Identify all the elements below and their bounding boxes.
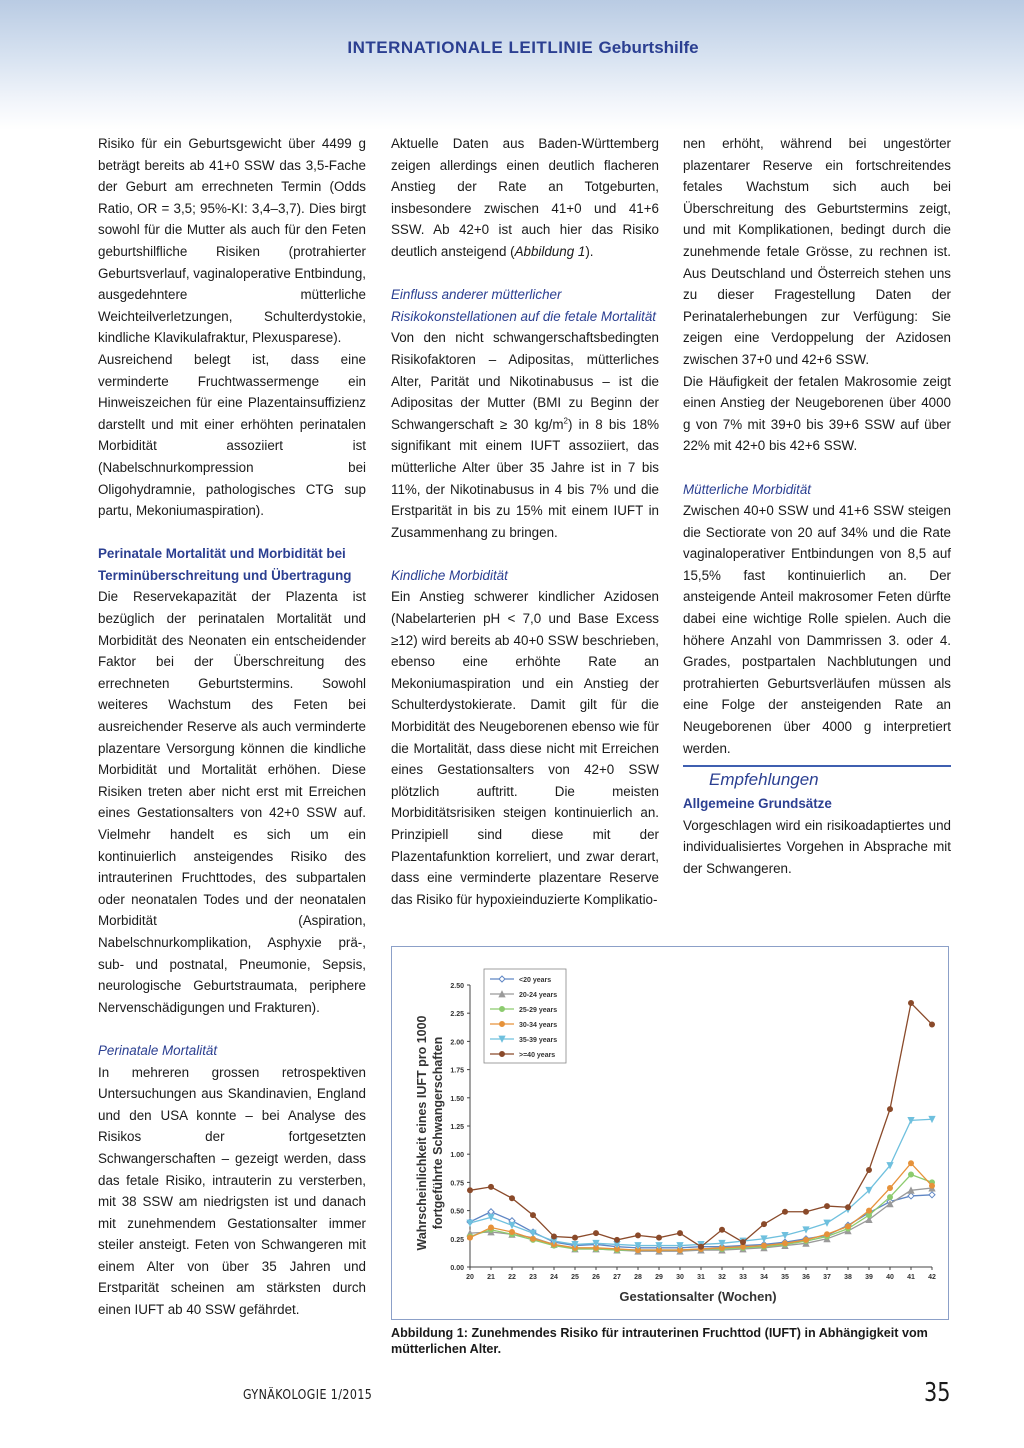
data-point [803,1209,808,1214]
y-tick-label: 1.25 [450,1124,464,1131]
x-tick-label: 23 [529,1274,537,1281]
data-point [803,1237,808,1242]
y-tick-label: 0.00 [450,1265,464,1272]
paragraph: Von den nicht schwangerschaftsbedingten Risikofaktoren – Adipositas, mütterliches Alter, Parität und Nikotinabusus – ist die Adipositas der Mutter (BMI zu Beginn der Schwangerschaft ≥ 30 $kg/m^2$) in 8 bis 18% signifikant mit einem IUFT assoziiert, das mütterliche Alter über 35 Jahre ist in 7 bis 11%, der Nikotinabusus in 4 bis 7% und die Erstparität in bis zu 15% mit einem IUFT in Zusammenhang zu bringen. [391,330,659,540]
x-tick-label: 34 [760,1274,768,1281]
y-tick-label: 2.50 [450,983,464,990]
data-point [635,1233,640,1238]
x-tick-label: 42 [928,1274,936,1281]
paragraph: Vorgeschlagen wird ein risikoadaptiertes und individualisiertes Vorgehen in Absprache mit der Schwangeren. [683,817,951,876]
x-tick-label: 28 [634,1274,642,1281]
running-head [0,38,1024,58]
series-5 [467,1116,935,1248]
x-tick-label: 20 [466,1274,474,1281]
figure-1 [391,946,949,1320]
series-line [470,1163,932,1250]
data-point [908,1172,913,1177]
header-band [0,0,1024,130]
paragraph: Aktuelle Daten aus Baden-Württemberg zeigen allerdings einen deutlich flacheren Anstieg der Rate an Totgeburten, insbesondere zwischen 41+0 und 41+6 SSW. Ab 42+0 ist auch hier das Risiko deutlich ansteigend (Abbildung 1). [391,136,659,259]
x-tick-label: 35 [781,1274,789,1281]
section-title-empfehlungen: Empfehlungen [709,770,819,790]
subsection-heading: Kindliche Morbidität [391,567,508,583]
running-head-title: INTERNATIONALE LEITLINIE [347,38,594,57]
data-point [845,1205,850,1210]
section-heading: Allgemeine Grundsätze [683,796,832,812]
data-point [488,1225,493,1230]
x-tick-label: 41 [907,1274,915,1281]
x-tick-label: 21 [487,1274,495,1281]
series-line [470,1175,932,1251]
data-point [467,1235,472,1240]
x-tick-label: 25 [571,1274,579,1281]
paragraph: Die Häufigkeit der fetalen Makrosomie zeigt einen Anstieg der Neugeborenen über 4000 g von 7% mit 39+0 bis 39+6 SSW auf über 22% mit 42+0 bis 42+6 SSW. [683,373,951,454]
y-tick-label: 0.50 [450,1208,464,1216]
y-tick-label: 2.00 [450,1039,464,1047]
data-point [866,1208,871,1213]
data-point [866,1167,871,1172]
y-tick-label: 0.25 [450,1236,464,1244]
subsection-heading: Mütterliche Morbidität [683,481,812,497]
paragraph: Risiko für ein Geburtsgewicht über 4499 g beträgt bereits ab 41+0 SSW das 3,5-Fache der Geburt am errechneten Termin (Odds Ratio, OR = 3,5; 95%-KI: 3,4–3,7). Dies birgt sowohl für die Mutter als auch für den Feten geburtshilfliche Risiken (protrahierter Geburtsverlauf, vaginaloperative Entbindung, ausgedehntere mütterliche Weichteilverletzungen, Schulterdystokie, kindliche Klavikulafraktur, Plexusparese). [98,136,366,346]
data-point [782,1241,787,1246]
subsection-heading: Perinatale Mortalität [98,1042,218,1058]
x-tick-label: 29 [655,1274,663,1281]
data-point [614,1237,619,1242]
data-point [824,1232,829,1237]
data-point [908,1000,913,1005]
y-tick-label: 1.75 [450,1067,464,1075]
x-tick-label: 38 [844,1274,852,1281]
subsection-heading: Einfluss anderer mütterlicher Risikokonstellationen auf die fetale Mortalität [391,287,656,324]
figure-caption: Abbildung 1: Zunehmendes Risiko für intrauterinen Fruchttod (IUFT) in Abhängigkeit vom mütterlichen Alter. [391,1326,928,1356]
x-tick-label: 40 [886,1274,894,1281]
data-point [929,1183,934,1188]
x-tick-label: 37 [823,1274,831,1281]
data-point [908,1161,913,1166]
running-head-subtitle: Geburtshilfe [598,38,699,57]
paragraph: nen erhöht, während bei ungestörter plazentarer Reserve ein fortschreitendes fetales Wachstum sich auch bei Überschreitung des Geburtstermins zeigt, und mit Komplikationen, bedingt durch die zunehmende fetale Grösse, zu rechnen ist. Aus Deutschland und Österreich stehen uns zu dieser Fragestellung Daten der Perinatalerhebungen zur Verfügung: Sie zeigen eine Verdoppelung der Azidosen zwischen 37+0 und 42+6 SSW. [683,136,951,367]
data-point [499,1021,504,1026]
data-point [719,1227,724,1232]
column-1 [98,133,366,1321]
legend-label: >=40 years [519,1052,556,1059]
x-tick-label: 22 [508,1274,516,1281]
y-axis-label: Wahrscheinlichkeit eines IUFT pro 1000 [415,1015,429,1251]
paragraph: Die Reservekapazität der Plazenta ist bezüglich der perinatalen Mortalität und Morbidität des Neonaten ein entscheidender Faktor bei der Überschreitung des errechneten Geburtstermins. Sowohl weiteres Wachstum des Feten bei ausreichender Reserve als auch verminderte plazentare Versorgung können die kindliche Morbidität und Mortalität erhöhen. Diese Risiken treten aber nicht erst mit Erreichen eines Gestationsalters von 42+0 SSW auf. Vielmehr handelt es sich um ein kontinuierlich ansteigendes Risiko des intrauterinen Fruchttodes, des subpartalen oder neonatalen Todes und der neonatalen Morbidität (Aspiration, Nabelschnurkomplikation, Asphyxie prä-, sub- und postnatal, Pneumonie, Sepsis, neurologische Geburtstraumata, periphere Nervenschädigungen und Frakturen). [98,589,366,1015]
legend-label: 25-29 years [519,1007,558,1014]
data-point [499,1006,504,1011]
data-point [551,1234,556,1239]
x-axis-label: Gestationsalter (Wochen) [619,1289,777,1304]
x-tick-label: 39 [865,1274,873,1281]
y-axis-label-line-2: fortgeführte Schwangerschaften [431,1036,445,1230]
data-point [509,1222,515,1228]
y-tick-label: 2.25 [450,1011,464,1019]
x-tick-label: 24 [550,1274,558,1281]
paragraph: Ausreichend belegt ist, dass eine verminderte Fruchtwassermenge ein Hinweiszeichen für eine Plazentainsuffizienz darstellt und mit einer erhöhten perinatalen Morbidität assoziiert ist (Nabelschnurkompression bei Oligohydramnie, pathologisches CTG sup partu, Mekoniumaspiration). [98,351,366,519]
data-point [509,1196,514,1201]
x-tick-label: 32 [718,1274,726,1281]
data-point [499,1051,504,1056]
data-point [509,1229,514,1234]
page-number: 35 [924,1378,951,1408]
data-point [467,1188,472,1193]
data-point [593,1231,598,1236]
iuft-line-chart [392,947,948,1319]
legend-label: <20 years [519,977,552,984]
x-tick-label: 33 [739,1274,747,1281]
paragraph: Zwischen 40+0 SSW und 41+6 SSW steigen die Sectiorate von 20 auf 34% und die Rate vaginaloperativer Entbindungen von 8,5 auf 15,5% fast kontinuierlich an. Der ansteigende Anteil makrosomer Feten dürfte dabei eine wichtige Rolle spielen. Auch die höhere Anzahl von Dammrissen 3. oder 4. Grades, postpartalen Nachblutungen und protrahierten Geburtsverläufen müssen als eine Folge der ansteigenden Rate an Neugeborenen über 4000 g interpretiert werden. [683,503,951,756]
data-point [677,1231,682,1236]
data-point [887,1185,892,1190]
journal-footer: GYNÄKOLOGIE 1/2015 [243,1388,373,1403]
data-point [488,1184,493,1189]
legend-label: 35-39 years [519,1037,558,1044]
data-point [530,1213,535,1218]
figure-reference: Abbildung 1 [514,243,586,259]
y-tick-label: 0.75 [450,1180,464,1188]
data-point [656,1235,661,1240]
x-tick-label: 27 [613,1274,621,1281]
x-tick-label: 26 [592,1274,600,1281]
data-point [929,1192,935,1198]
data-point [908,1193,914,1199]
x-tick-label: 30 [676,1274,684,1281]
data-point [698,1244,703,1249]
legend-label: 20-24 years [519,992,558,999]
column-3 [683,133,951,880]
data-point [887,1194,892,1199]
paragraph: In mehreren grossen retrospektiven Untersuchungen aus Skandinavien, England und den USA konnte – bei Analyse des Risikos der fortgesetzten Schwangerschaften – gezeigt werden, dass das fetale Risiko, intrauterin zu versterben, mit 38 SSW am niedrigsten ist und danach mit zunehmendem Gestationsalter immer steiler ansteigt. Feten von Schwangeren mit einem Alter von über 35 Jahren und Erstparität scheinen am stärksten durch einen IUFT ab 40 SSW gefährdet. [98,1064,366,1318]
data-point [761,1222,766,1227]
data-point [845,1224,850,1229]
legend-label: 30-34 years [519,1022,558,1029]
column-2 [391,133,659,910]
x-tick-label: 31 [697,1274,705,1281]
data-point [824,1203,829,1208]
y-tick-label: 1.00 [450,1152,464,1160]
data-point [929,1022,934,1027]
paragraph: Ein Anstieg schwerer kindlicher Azidosen (Nabelarterien pH < 7,0 und Base Excess ≥12) wird bereits ab 40+0 SSW beschrieben, ebenso eine erhöhte Rate an Mekoniumaspiration und ein Anstieg der Schulterdystokierate. Damit gilt für die Morbidität des Neugeborenen ebenso wie für die Mortalität, dass diese nicht mit Erreichen eines Gestationsalters von 42+0 SSW plötzlich auftritt. Die meisten Morbiditätsrisiken steigen kontinuierlich an. Prinzipiell sind diese mit der Plazentafunktion korreliert, und zwar derart, dass eine verminderte plazentare Reserve das Risiko für hypoxieinduzierte Komplikatio- [391,589,659,907]
data-point [740,1240,745,1245]
y-tick-label: 1.50 [450,1095,464,1103]
x-tick-label: 36 [802,1274,810,1281]
data-point [782,1209,787,1214]
data-point [761,1243,766,1248]
section-heading: Perinatale Mortalität und Morbidität bei Terminüberschreitung und Übertragung [98,546,352,583]
data-point [887,1106,892,1111]
data-point [488,1209,494,1215]
data-point [572,1235,577,1240]
